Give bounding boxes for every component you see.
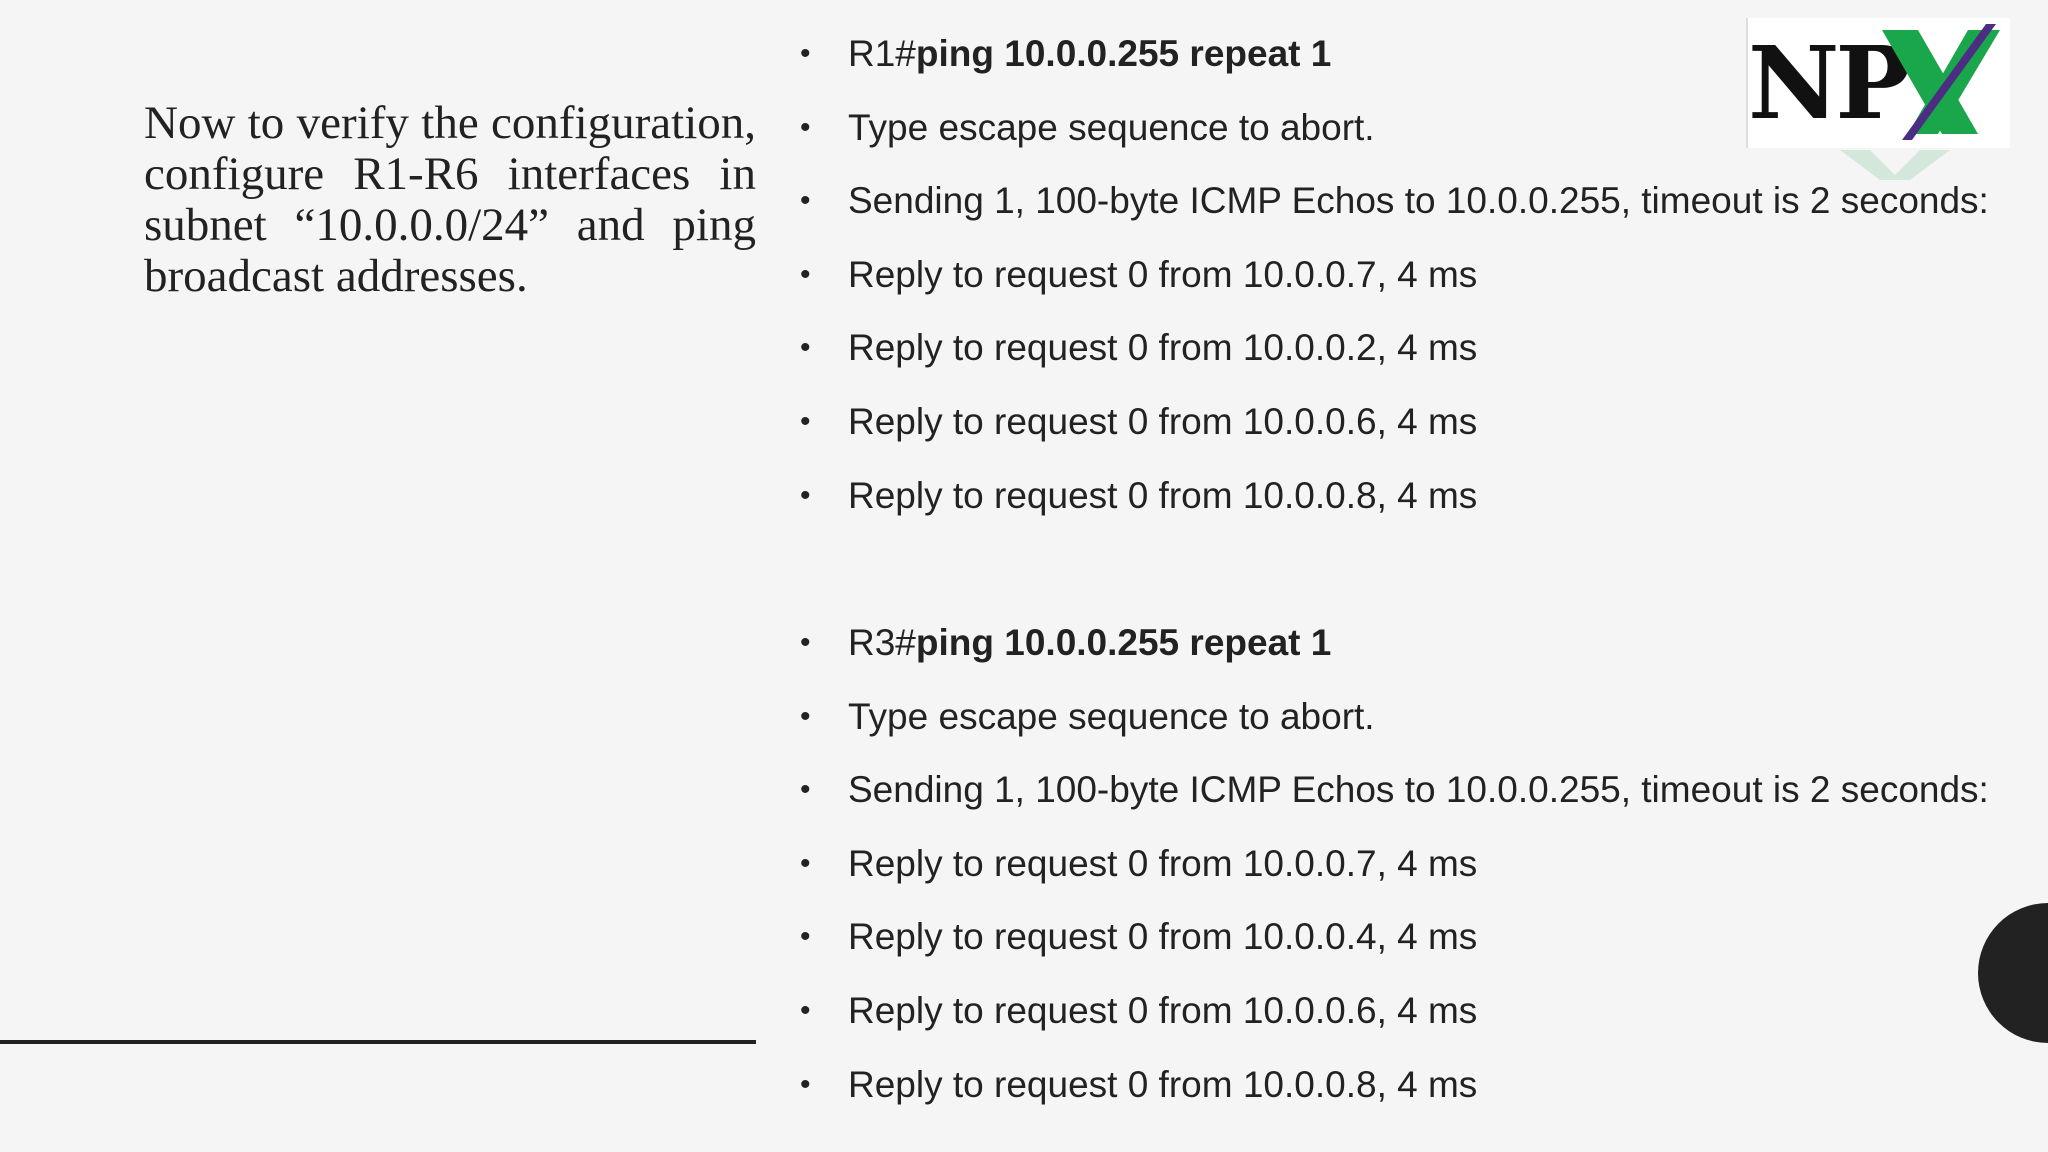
output-line: [800, 687, 2000, 761]
logo-x-mark: [1868, 22, 2008, 144]
output-text: Reply to request 0 from 10.0.0.6, 4 ms: [848, 400, 1478, 442]
output-line: [800, 466, 2000, 540]
logo-np-text: NP: [1748, 24, 1907, 142]
output-line: [800, 834, 2000, 908]
output-text: Reply to request 0 from 10.0.0.4, 4 ms: [848, 916, 1478, 958]
bullet-icon: •: [800, 404, 811, 438]
bullet-icon: •: [800, 626, 811, 659]
r1-command: ping 10.0.0.255 repeat 1: [915, 33, 1332, 74]
output-text: Type escape sequence to abort.: [848, 106, 1375, 148]
bullet-icon: •: [800, 920, 811, 954]
bullet-icon: •: [800, 773, 811, 807]
bullet-icon: •: [800, 993, 811, 1027]
r3-ping-output: [800, 613, 2000, 1128]
bullet-icon: •: [800, 1067, 811, 1101]
bullet-icon: •: [800, 699, 811, 733]
output-line: [800, 981, 2000, 1055]
logo-reflection-icon: [1820, 150, 1980, 180]
bullet-icon: •: [800, 331, 811, 365]
output-text: Reply to request 0 from 10.0.0.8, 4 ms: [848, 1063, 1478, 1105]
output-text: Reply to request 0 from 10.0.0.7, 4 ms: [848, 842, 1478, 884]
output-line: [800, 907, 2000, 981]
npx-logo: [1746, 18, 2010, 148]
intro-paragraph: Now to verify the configuration, configure R1-R6 interfaces in subnet “10.0.0.0/24” and ping broadcast addresses.: [144, 97, 756, 302]
output-line: [800, 392, 2000, 466]
output-line: [800, 318, 2000, 392]
r1-command-prefix: R1#: [848, 33, 916, 74]
output-line: [800, 245, 2000, 319]
output-text: Sending 1, 100-byte ICMP Echos to 10.0.0.255, timeout is 2 seconds:: [848, 180, 1989, 222]
output-line: [800, 1055, 2000, 1129]
output-text: Type escape sequence to abort.: [848, 695, 1375, 737]
output-text: Sending 1, 100-byte ICMP Echos to 10.0.0.255, timeout is 2 seconds:: [848, 769, 1989, 811]
output-text: Reply to request 0 from 10.0.0.6, 4 ms: [848, 989, 1478, 1031]
output-text: Reply to request 0 from 10.0.0.8, 4 ms: [848, 474, 1478, 516]
bullet-icon: •: [800, 846, 811, 880]
output-line: [800, 171, 2000, 245]
r3-command: ping 10.0.0.255 repeat 1: [915, 622, 1332, 663]
bullet-icon: •: [800, 110, 811, 144]
bullet-icon: •: [800, 478, 811, 512]
bullet-icon: •: [800, 184, 811, 218]
divider-rule: [0, 1040, 756, 1044]
bullet-icon: •: [800, 257, 811, 291]
output-text: Reply to request 0 from 10.0.0.7, 4 ms: [848, 253, 1478, 295]
bullet-icon: •: [800, 37, 811, 70]
r3-command-line: [800, 613, 2000, 687]
output-text: Reply to request 0 from 10.0.0.2, 4 ms: [848, 327, 1478, 369]
r3-command-prefix: R3#: [848, 622, 916, 663]
output-line: [800, 760, 2000, 834]
